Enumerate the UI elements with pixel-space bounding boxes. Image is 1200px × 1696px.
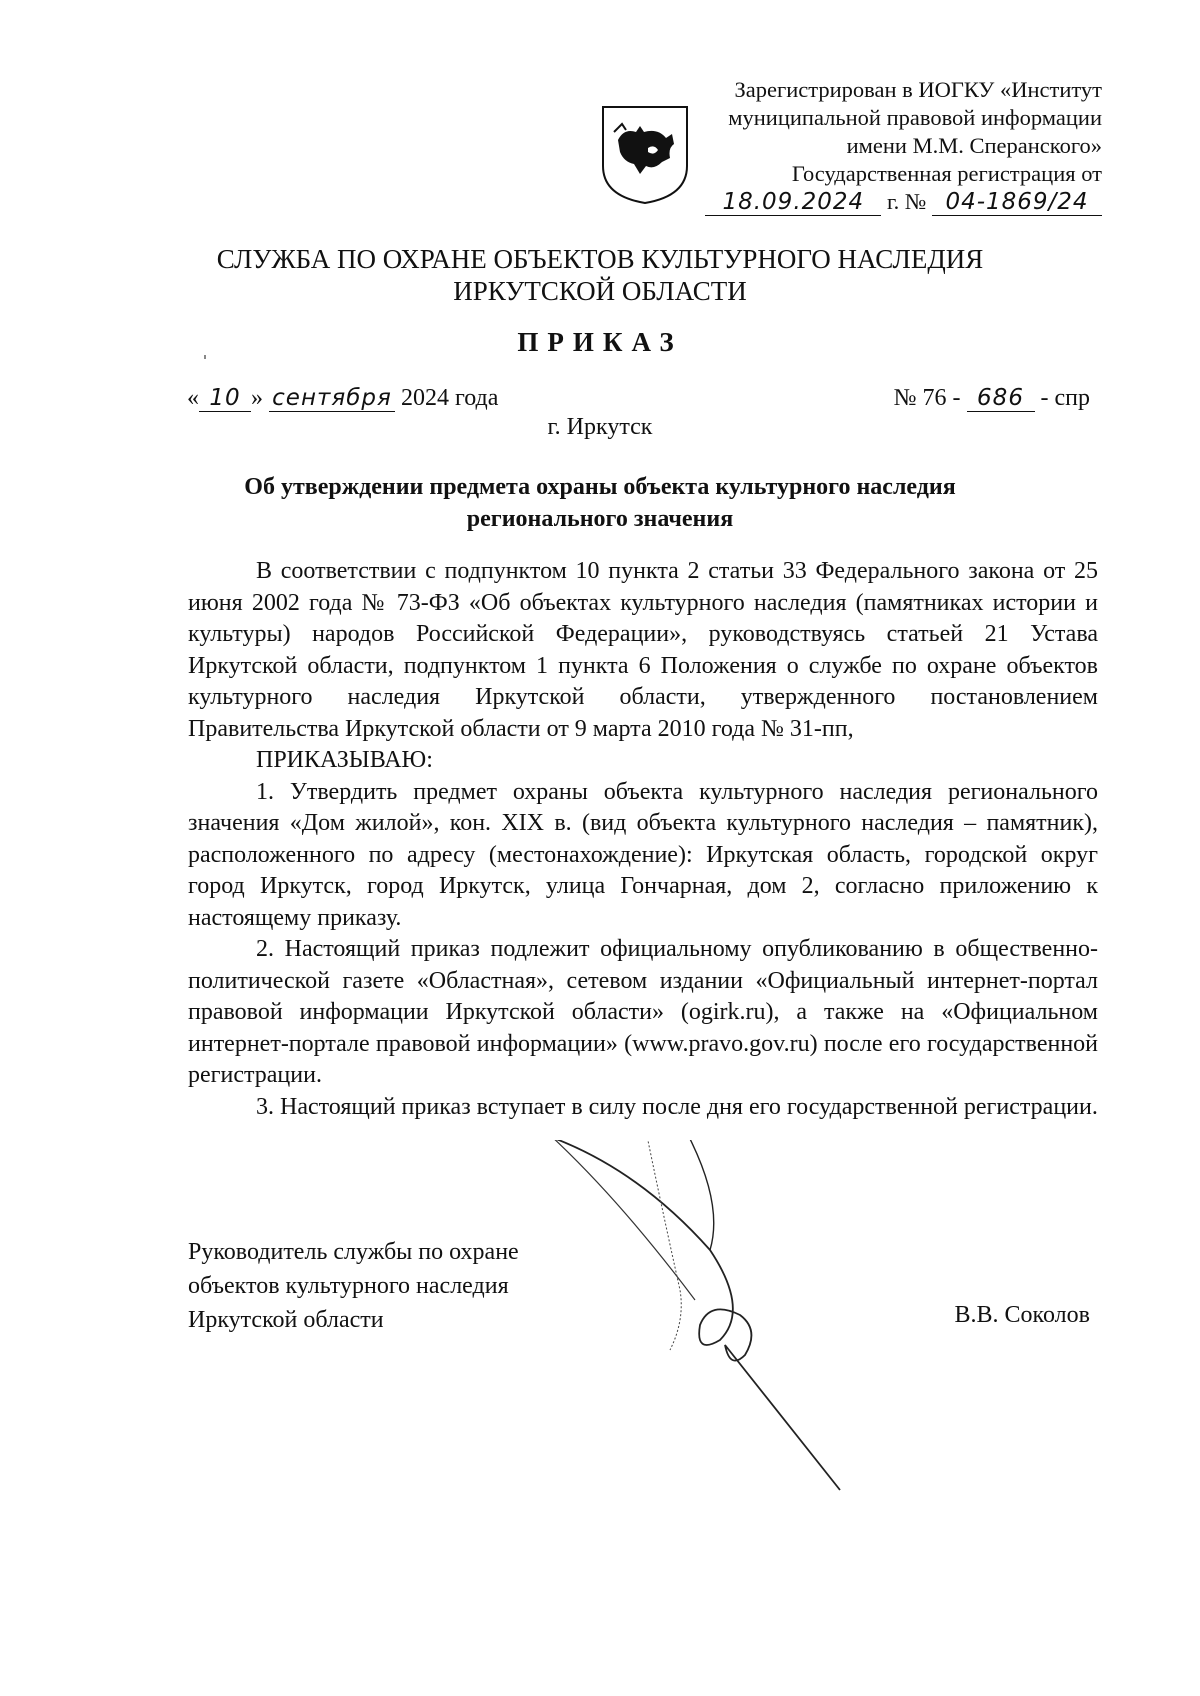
signatory-name: В.В. Соколов xyxy=(954,1302,1090,1328)
agency-name-line-2: ИРКУТСКОЙ ОБЛАСТИ xyxy=(453,276,747,306)
order-day: 10 xyxy=(199,385,251,412)
order-month: сентября xyxy=(269,385,395,412)
document-body xyxy=(188,556,1098,1123)
document-title-line-2: регионального значения xyxy=(466,506,734,532)
handwritten-signature xyxy=(510,1140,930,1520)
registration-number-label: г. № xyxy=(886,189,927,214)
order-number xyxy=(894,385,1090,412)
signatory-title-line-1: Руководитель службы по охране xyxy=(188,1239,519,1265)
order-year: 2024 года xyxy=(401,385,499,411)
agency-name-line-1: СЛУЖБА ПО ОХРАНЕ ОБЪЕКТОВ КУЛЬТУРНОГО НАСЛЕДИЯ xyxy=(216,244,984,274)
decree-word: ПРИКАЗЫВАЮ: xyxy=(256,747,433,773)
document-title xyxy=(0,471,1200,535)
signatory-title-line-3: Иркутской области xyxy=(188,1307,384,1333)
registration-number: 04-1869/24 xyxy=(932,189,1102,216)
registration-block xyxy=(682,76,1102,216)
registration-line-2: муниципальной правовой информации xyxy=(728,105,1102,130)
order-title: ПРИКАЗ xyxy=(517,327,683,357)
document-title-line-1: Об утверждении предмета охраны объекта культурного наследия xyxy=(244,474,956,500)
signatory-title-line-2: объектов культурного наследия xyxy=(188,1273,509,1299)
agency-name xyxy=(0,243,1200,307)
order-number-suffix: - спр xyxy=(1040,385,1090,411)
item-1-paragraph: 1. Утвердить предмет охраны объекта культурного наследия регионального значения «Дом жилой», кон. XIX в. (вид объекта культурного наследия – памятник), расположенного по адресу (местонахождение): Иркутская область, городской округ город Иркутск, город Иркутск, улица Гончарная, дом 2, согласно приложению к настоящему приказу. xyxy=(188,778,1098,931)
registration-line-3: имени М.М. Сперанского» xyxy=(846,133,1102,158)
item-3-paragraph: 3. Настоящий приказ вступает в силу после дня его государственной регистрации. xyxy=(256,1093,1098,1120)
registration-line-4: Государственная регистрация от xyxy=(791,161,1102,186)
date-open-quote: « xyxy=(187,385,199,411)
registration-line-5 xyxy=(682,188,1102,216)
preamble-paragraph: В соответствии с подпунктом 10 пункта 2 статьи 33 Федерального закона от 25 июня 2002 года № 73-ФЗ «Об объектах культурного наследия (памятниках истории и культуры) народов Российской Федерации», руководствуясь статьей 21 Устава Иркутской области, подпунктом 1 пункта 6 Положения о службе по охране объектов культурного наследия Иркутской области, утвержденного постановлением Правительства Иркутской области от 9 марта 2010 года № 31-пп, xyxy=(188,558,1098,742)
order-date xyxy=(187,385,498,412)
signatory-title xyxy=(188,1235,519,1337)
item-2-paragraph: 2. Настоящий приказ подлежит официальному опубликованию в общественно-политической газете «Областная», сетевом издании «Официальный интернет-портал правовой информации Иркутской области» (ogirk.ru), а также на «Официальном интернет-портале правовой информации» (www.pravo.gov.ru) после его государственной регистрации. xyxy=(188,936,1098,1088)
coat-of-arms-emblem xyxy=(600,104,690,206)
order-city: г. Иркутск xyxy=(547,414,653,440)
date-close-quote: » xyxy=(251,385,263,411)
order-number-prefix: № 76 - xyxy=(893,385,961,411)
registration-line-1: Зарегистрирован в ИОГКУ «Институт xyxy=(734,77,1102,102)
order-number-handwritten: 686 xyxy=(967,385,1035,412)
registration-date: 18.09.2024 xyxy=(705,189,881,216)
